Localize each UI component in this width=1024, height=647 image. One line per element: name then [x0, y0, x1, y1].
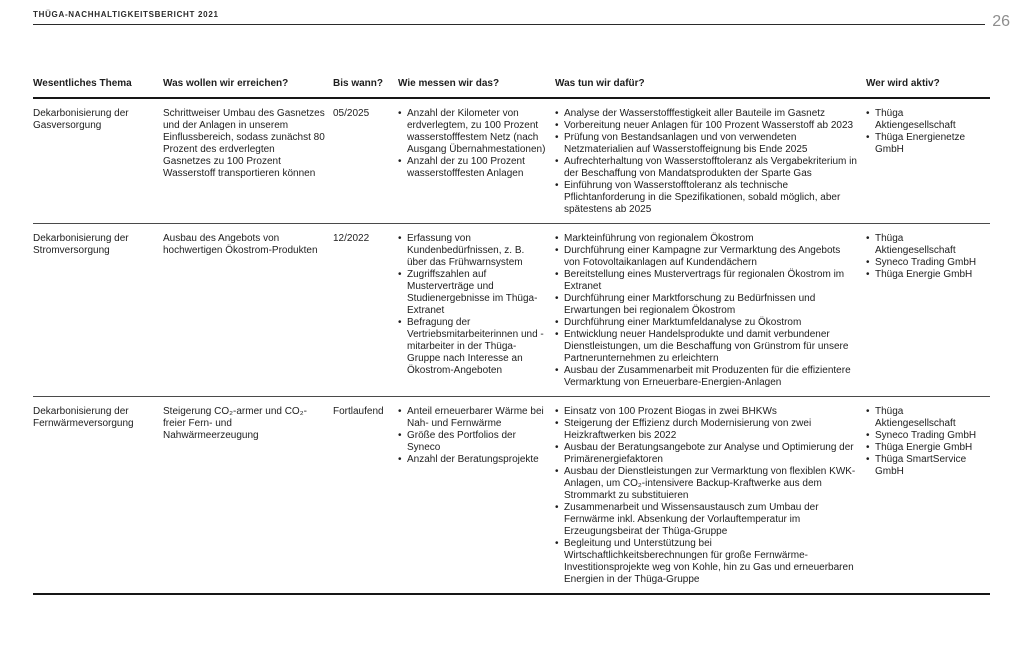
cell-massnahmen: [555, 224, 866, 396]
thema-text: Dekarbonisierung der Stromversorgung: [33, 233, 129, 256]
column-header-bis-wann: Bis wann?: [333, 78, 384, 89]
bis-wann-text: Fortlaufend: [333, 406, 384, 417]
report-title: THÜGA-NACHHALTIGKEITSBERICHT 2021: [33, 10, 219, 19]
bullet-item: • Syneco Trading GmbH: [866, 257, 982, 269]
bullet-item: • Anzahl der Beratungsprojekte: [398, 454, 547, 466]
messung-list: [398, 406, 547, 466]
akteure-list: [866, 233, 982, 281]
cell-messung: [398, 224, 555, 396]
bullet-item: • Anzahl der Kilometer von erdverlegtem, zu 100 Prozent wasserstofffestem Netz (nach Ausgang Übernahmestationen): [398, 108, 547, 156]
bullet-item: • Befragung der Vertriebsmitarbeiterinnen und -mitarbeiter in der Thüga-Gruppe nach Interesse an Ökostrom-Angeboten: [398, 317, 547, 377]
cell-massnahmen: [555, 397, 866, 593]
bullet-item: • Thüga Energie GmbH: [866, 442, 982, 454]
bullet-item: • Einsatz von 100 Prozent Biogas in zwei BHKWs: [555, 406, 858, 418]
ziel-text: Ausbau des Angebots von hochwertigen Ökostrom-Produkten: [163, 233, 318, 256]
cell-messung: [398, 99, 555, 223]
ziel-text: Schrittweiser Umbau des Gasnetzes und der Anlagen in unserem Einflussbereich, sodass zunächst 80 Prozent des erdverlegten Gasnetzes zu 100 Prozent Wasserstoff transportieren können: [163, 108, 325, 179]
cell-ziel: [163, 99, 333, 223]
table-row: [33, 397, 990, 595]
cell-thema: [33, 99, 163, 223]
cell-ziel: [163, 397, 333, 593]
table-row: [33, 99, 990, 224]
thema-text: Dekarbonisierung der Fernwärmeversorgung: [33, 406, 134, 429]
bullet-item: • Anteil erneuerbarer Wärme bei Nah- und Fernwärme: [398, 406, 547, 430]
bullet-item: • Thüga Aktiengesellschaft: [866, 108, 982, 132]
cell-thema: [33, 224, 163, 396]
cell-bis-wann: [333, 224, 398, 396]
bullet-item: • Aufrechterhaltung von Wasserstofftoleranz als Vergabekriterium in der Beschaffung von Mandatsprodukten der Sparte Gas: [555, 156, 858, 180]
bullet-item: • Prüfung von Bestandsanlagen und von verwendeten Netzmaterialien auf Wasserstoffeignung bis Ende 2025: [555, 132, 858, 156]
column-header-massnahmen: Was tun wir dafür?: [555, 78, 645, 89]
cell-thema: [33, 397, 163, 593]
thema-text: Dekarbonisierung der Gasversorgung: [33, 108, 129, 131]
table-body: [33, 99, 990, 595]
bullet-item: • Durchführung einer Kampagne zur Vermarktung des Angebots von Fotovoltaikanlagen auf Kundendächern: [555, 245, 858, 269]
bullet-item: • Markteinführung von regionalem Ökostrom: [555, 233, 858, 245]
akteure-list: [866, 406, 982, 478]
bullet-item: • Anzahl der zu 100 Prozent wasserstofffesten Anlagen: [398, 156, 547, 180]
column-header-thema: Wesentliches Thema: [33, 78, 132, 89]
cell-messung: [398, 397, 555, 593]
cell-bis-wann: [333, 99, 398, 223]
cell-akteure: [866, 224, 990, 396]
bullet-item: • Analyse der Wasserstofffestigkeit aller Bauteile im Gasnetz: [555, 108, 858, 120]
bis-wann-text: 05/2025: [333, 108, 370, 119]
cell-akteure: [866, 397, 990, 593]
messung-list: [398, 108, 547, 180]
page-header: [33, 10, 1010, 30]
bullet-item: • Größe des Portfolios der Syneco: [398, 430, 547, 454]
messung-list: [398, 233, 547, 377]
bullet-item: • Thüga Energienetze GmbH: [866, 132, 982, 156]
table-header-row: [33, 78, 990, 99]
bullet-item: • Begleitung und Unterstützung bei Wirtschaftlichkeitsberechnungen für große Fernwärme-Investitionsprojekte weg von Kohle, hin zu Gas und erneuerbaren Energien in der Thüga-Gruppe: [555, 538, 858, 586]
bullet-item: • Durchführung einer Marktforschung zu Bedürfnissen und Erwartungen bei regionalem Ökostrom: [555, 293, 858, 317]
bullet-item: • Durchführung einer Marktumfeldanalyse zu Ökostrom: [555, 317, 858, 329]
bullet-item: • Ausbau der Beratungsangebote zur Analyse und Optimierung der Primärenergiefaktoren: [555, 442, 858, 466]
massnahmen-list: [555, 108, 858, 216]
bullet-item: • Vorbereitung neuer Anlagen für 100 Prozent Wasserstoff ab 2023: [555, 120, 858, 132]
bullet-item: • Zugriffszahlen auf Musterverträge und Studienergebnisse im Thüga-Extranet: [398, 269, 547, 317]
cell-akteure: [866, 99, 990, 223]
column-header-ziel: Was wollen wir erreichen?: [163, 78, 289, 89]
bullet-item: • Syneco Trading GmbH: [866, 430, 982, 442]
column-header-messung: Wie messen wir das?: [398, 78, 500, 89]
bullet-item: • Steigerung der Effizienz durch Modernisierung von zwei Heizkraftwerken bis 2022: [555, 418, 858, 442]
page-number: 26: [992, 13, 1010, 30]
bullet-item: • Bereitstellung eines Mustervertrags für regionalen Ökostrom im Extranet: [555, 269, 858, 293]
bis-wann-text: 12/2022: [333, 233, 370, 244]
table-row: [33, 224, 990, 397]
bullet-item: • Zusammenarbeit und Wissensaustausch zum Umbau der Fernwärme inkl. Absenkung der Vorlauftemperatur im Erzeugungsbeirat der Thüga-Gruppe: [555, 502, 858, 538]
column-header-akteure: Wer wird aktiv?: [866, 78, 940, 89]
bullet-item: • Thüga Energie GmbH: [866, 269, 982, 281]
bullet-item: • Thüga SmartService GmbH: [866, 454, 982, 478]
bullet-item: • Erfassung von Kundenbedürfnissen, z. B. über das Frühwarnsystem: [398, 233, 547, 269]
bullet-item: • Thüga Aktiengesellschaft: [866, 406, 982, 430]
bullet-item: • Einführung von Wasserstofftoleranz als technische Pflichtanforderung in die Spezifikationen, sobald möglich, aber spätestens ab 2025: [555, 180, 858, 216]
akteure-list: [866, 108, 982, 156]
cell-bis-wann: [333, 397, 398, 593]
cell-ziel: [163, 224, 333, 396]
bullet-item: • Ausbau der Dienstleistungen zur Vermarktung von flexiblen KWK-Anlagen, um CO₂-intensivere Backup-Kraftwerke aus dem Strommarkt zu substituieren: [555, 466, 858, 502]
sustainability-goals-table: [33, 78, 990, 595]
header-rule: [33, 10, 985, 25]
bullet-item: • Entwicklung neuer Handelsprodukte und damit verbundener Dienstleistungen, um die Beschaffung von Grünstrom für unsere Partnerunternehmen zu erleichtern: [555, 329, 858, 365]
bullet-item: • Thüga Aktiengesellschaft: [866, 233, 982, 257]
cell-massnahmen: [555, 99, 866, 223]
bullet-item: • Ausbau der Zusammenarbeit mit Produzenten für die effizientere Vermarktung von Erneuerbare-Energien-Anlagen: [555, 365, 858, 389]
massnahmen-list: [555, 233, 858, 389]
ziel-text: Steigerung CO₂-armer und CO₂-freier Fern- und Nahwärmeerzeugung: [163, 406, 307, 441]
massnahmen-list: [555, 406, 858, 586]
